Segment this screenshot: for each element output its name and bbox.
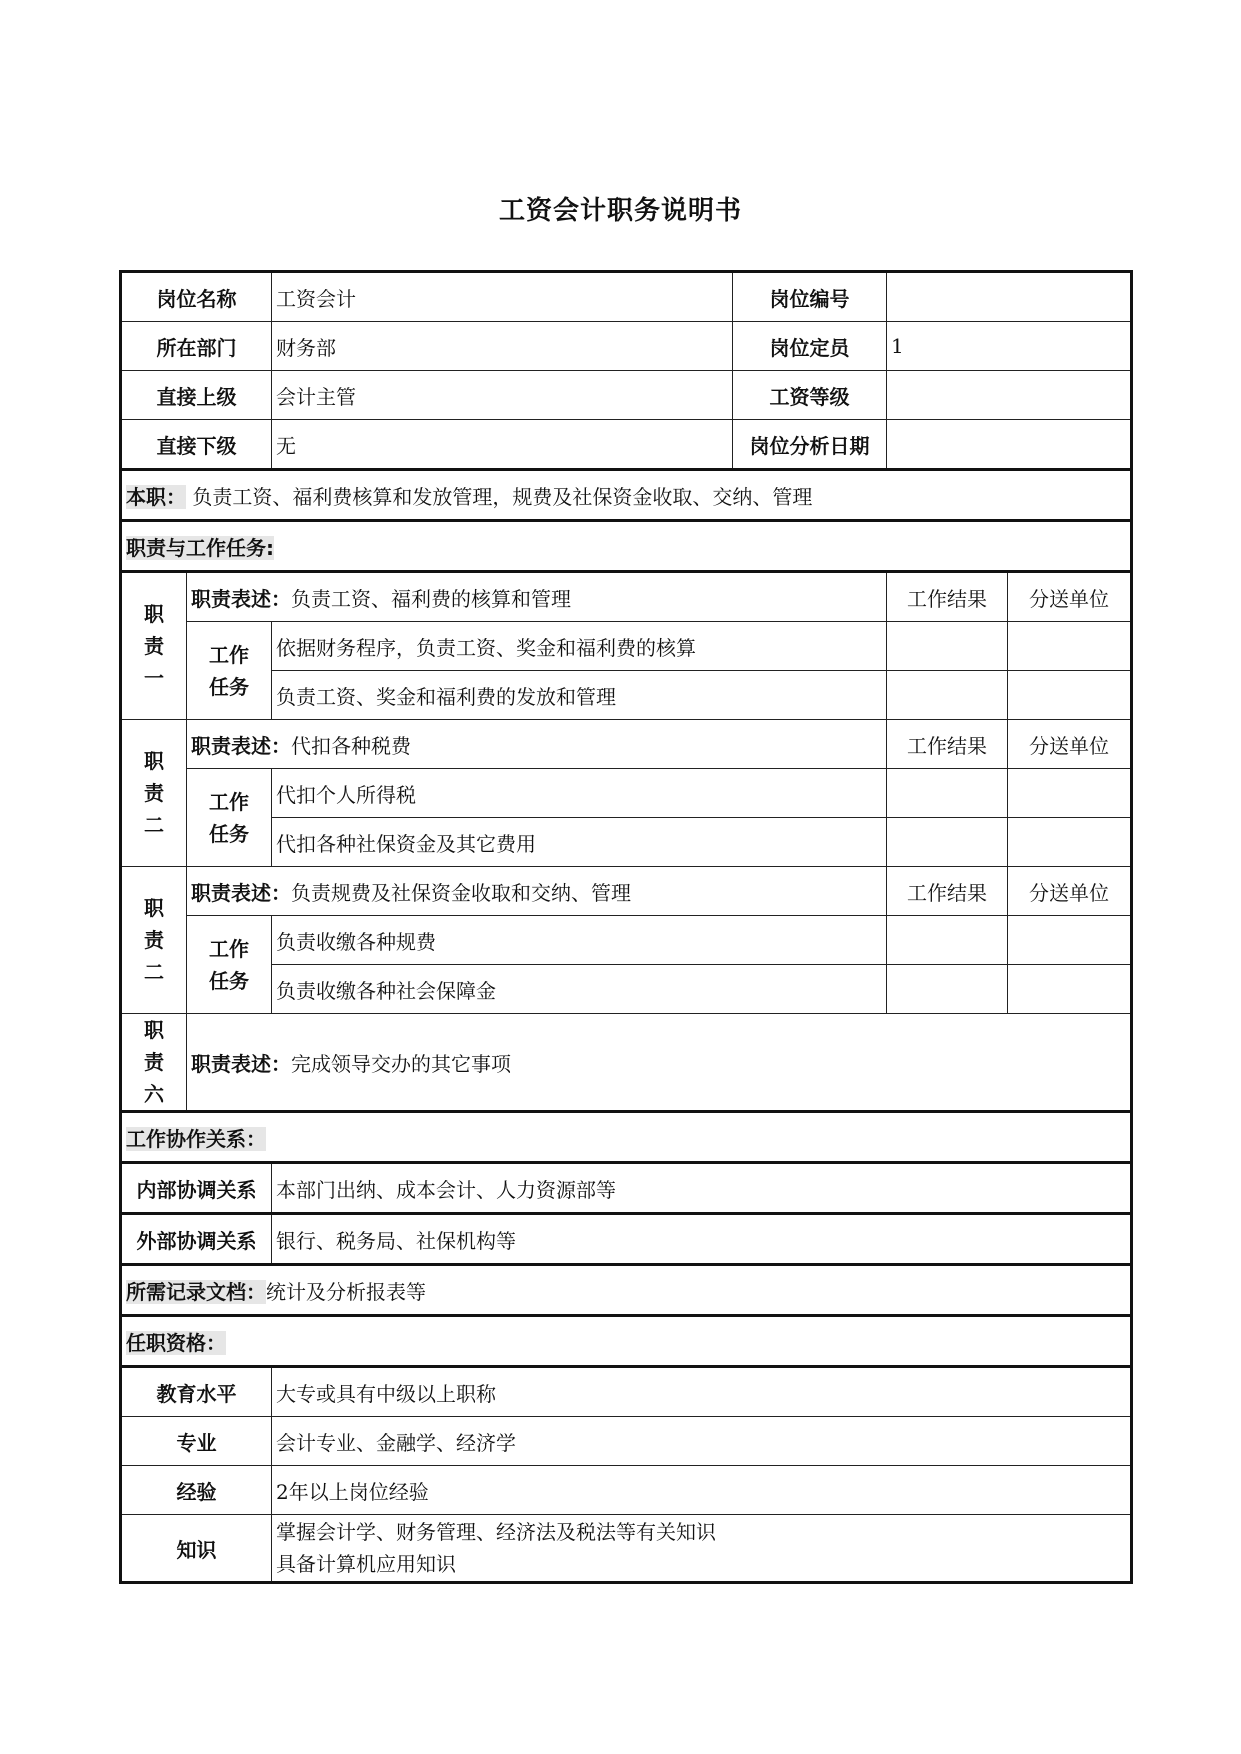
records-text: 统计及分析报表等 (266, 1279, 426, 1304)
duty-3-task-row (121, 965, 1132, 1014)
duty-2-task-2-dest (1008, 818, 1132, 867)
experience-value: 2年以上岗位经验 (272, 1466, 1132, 1515)
duty-1-task-1-result (887, 622, 1008, 671)
subordinate-value: 无 (272, 420, 733, 470)
major-value: 会计专业、金融学、经济学 (272, 1417, 1132, 1466)
duty-summary-text: 负责工资、福利费核算和发放管理，规费及社保资金收取、交纳、管理 (192, 484, 813, 509)
row-external (121, 1214, 1132, 1265)
knowledge-label: 知识 (121, 1515, 272, 1583)
duty-1-task-row (121, 671, 1132, 720)
duty-3-desc-row (121, 867, 1132, 916)
duty-4-name: 职 责 六 (121, 1014, 187, 1112)
row-knowledge (121, 1515, 1132, 1583)
duty-3-task-label: 工作 任务 (187, 916, 272, 1014)
row-cooperation-header (121, 1112, 1132, 1163)
duty-3-task-1-result (887, 916, 1008, 965)
duty-1-name: 职 责 一 (121, 572, 187, 720)
duty-3-result-label: 工作结果 (887, 867, 1008, 916)
duty-summary-label: 本职： (126, 484, 186, 509)
internal-label: 内部协调关系 (121, 1163, 272, 1214)
department-label: 所在部门 (121, 322, 272, 371)
duties-header: 职责与工作任务: (126, 535, 274, 560)
analysis-date-label: 岗位分析日期 (733, 420, 887, 470)
duty-2-task-1-dest (1008, 769, 1132, 818)
internal-value: 本部门出纳、成本会计、人力资源部等 (272, 1163, 1132, 1214)
row-education (121, 1367, 1132, 1417)
duty-3-task-1-dest (1008, 916, 1132, 965)
duty-1-task-1: 依据财务程序，负责工资、奖金和福利费的核算 (272, 622, 887, 671)
qualifications-header-cell (121, 1316, 1132, 1367)
position-name-value: 工资会计 (272, 272, 733, 322)
analysis-date-value (887, 420, 1132, 470)
row-internal (121, 1163, 1132, 1214)
duty-3-name: 职 责 二 (121, 867, 187, 1014)
knowledge-line-1: 掌握会计学、财务管理、经济法及税法等有关知识 (276, 1520, 716, 1544)
major-label: 专业 (121, 1417, 272, 1466)
duty-2-task-label: 工作 任务 (187, 769, 272, 867)
duty-2-dest-label: 分送单位 (1008, 720, 1132, 769)
duty-summary (121, 470, 1132, 521)
duty-3-desc: 职责表述：负责规费及社保资金收取和交纳、管理 (187, 867, 887, 916)
duty-1-task-row (121, 622, 1132, 671)
position-no-label: 岗位编号 (733, 272, 887, 322)
external-label: 外部协调关系 (121, 1214, 272, 1265)
duty-2-task-1: 代扣个人所得税 (272, 769, 887, 818)
duty-2-desc-row (121, 720, 1132, 769)
duties-header-cell (121, 521, 1132, 572)
records-label: 所需记录文档： (126, 1279, 266, 1304)
duty-2-task-2: 代扣各种社保资金及其它费用 (272, 818, 887, 867)
row-subordinate (121, 420, 1132, 470)
duty-3-task-1: 负责收缴各种规费 (272, 916, 887, 965)
duty-1-task-1-dest (1008, 622, 1132, 671)
department-value: 财务部 (272, 322, 733, 371)
knowledge-line-2: 具备计算机应用知识 (276, 1552, 456, 1576)
row-duty-summary (121, 470, 1132, 521)
education-label: 教育水平 (121, 1367, 272, 1417)
cooperation-header: 工作协作关系： (126, 1126, 266, 1151)
row-department (121, 322, 1132, 371)
duty-1-result-label: 工作结果 (887, 572, 1008, 622)
headcount-value: 1 (887, 322, 1132, 371)
external-value: 银行、税务局、社保机构等 (272, 1214, 1132, 1265)
row-superior (121, 371, 1132, 420)
row-duties-header (121, 521, 1132, 572)
duty-4-row (121, 1014, 1132, 1112)
position-no-value (887, 272, 1132, 322)
page-title: 工资会计职务说明书 (498, 196, 742, 226)
grade-value (887, 371, 1132, 420)
duty-3-dest-label: 分送单位 (1008, 867, 1132, 916)
row-experience (121, 1466, 1132, 1515)
records-cell (121, 1265, 1132, 1316)
duty-1-dest-label: 分送单位 (1008, 572, 1132, 622)
duty-3-task-2-result (887, 965, 1008, 1014)
duty-1-task-2-dest (1008, 671, 1132, 720)
duty-3-task-2-dest (1008, 965, 1132, 1014)
duty-2-task-2-result (887, 818, 1008, 867)
position-name-label: 岗位名称 (121, 272, 272, 322)
experience-label: 经验 (121, 1466, 272, 1515)
duty-2-task-1-result (887, 769, 1008, 818)
row-position-name (121, 272, 1132, 322)
qualifications-header: 任职资格： (126, 1330, 226, 1355)
duty-1-task-2-result (887, 671, 1008, 720)
duty-2-task-row (121, 769, 1132, 818)
duty-2-result-label: 工作结果 (887, 720, 1008, 769)
superior-label: 直接上级 (121, 371, 272, 420)
headcount-label: 岗位定员 (733, 322, 887, 371)
duty-2-task-row (121, 818, 1132, 867)
duty-4-desc: 职责表述：完成领导交办的其它事项 (187, 1014, 1132, 1112)
superior-value: 会计主管 (272, 371, 733, 420)
job-description-table (119, 270, 1133, 1584)
row-major (121, 1417, 1132, 1466)
knowledge-value (272, 1515, 1132, 1583)
duty-2-desc: 职责表述：代扣各种税费 (187, 720, 887, 769)
duty-1-task-label: 工作 任务 (187, 622, 272, 720)
duty-1-desc-row (121, 572, 1132, 622)
grade-label: 工资等级 (733, 371, 887, 420)
cooperation-header-cell (121, 1112, 1132, 1163)
subordinate-label: 直接下级 (121, 420, 272, 470)
row-qualifications-header (121, 1316, 1132, 1367)
duty-3-task-2: 负责收缴各种社会保障金 (272, 965, 887, 1014)
duty-1-task-2: 负责工资、奖金和福利费的发放和管理 (272, 671, 887, 720)
duty-3-task-row (121, 916, 1132, 965)
row-records (121, 1265, 1132, 1316)
duty-2-name: 职 责 二 (121, 720, 187, 867)
education-value: 大专或具有中级以上职称 (272, 1367, 1132, 1417)
duty-1-desc: 职责表述：负责工资、福利费的核算和管理 (187, 572, 887, 622)
